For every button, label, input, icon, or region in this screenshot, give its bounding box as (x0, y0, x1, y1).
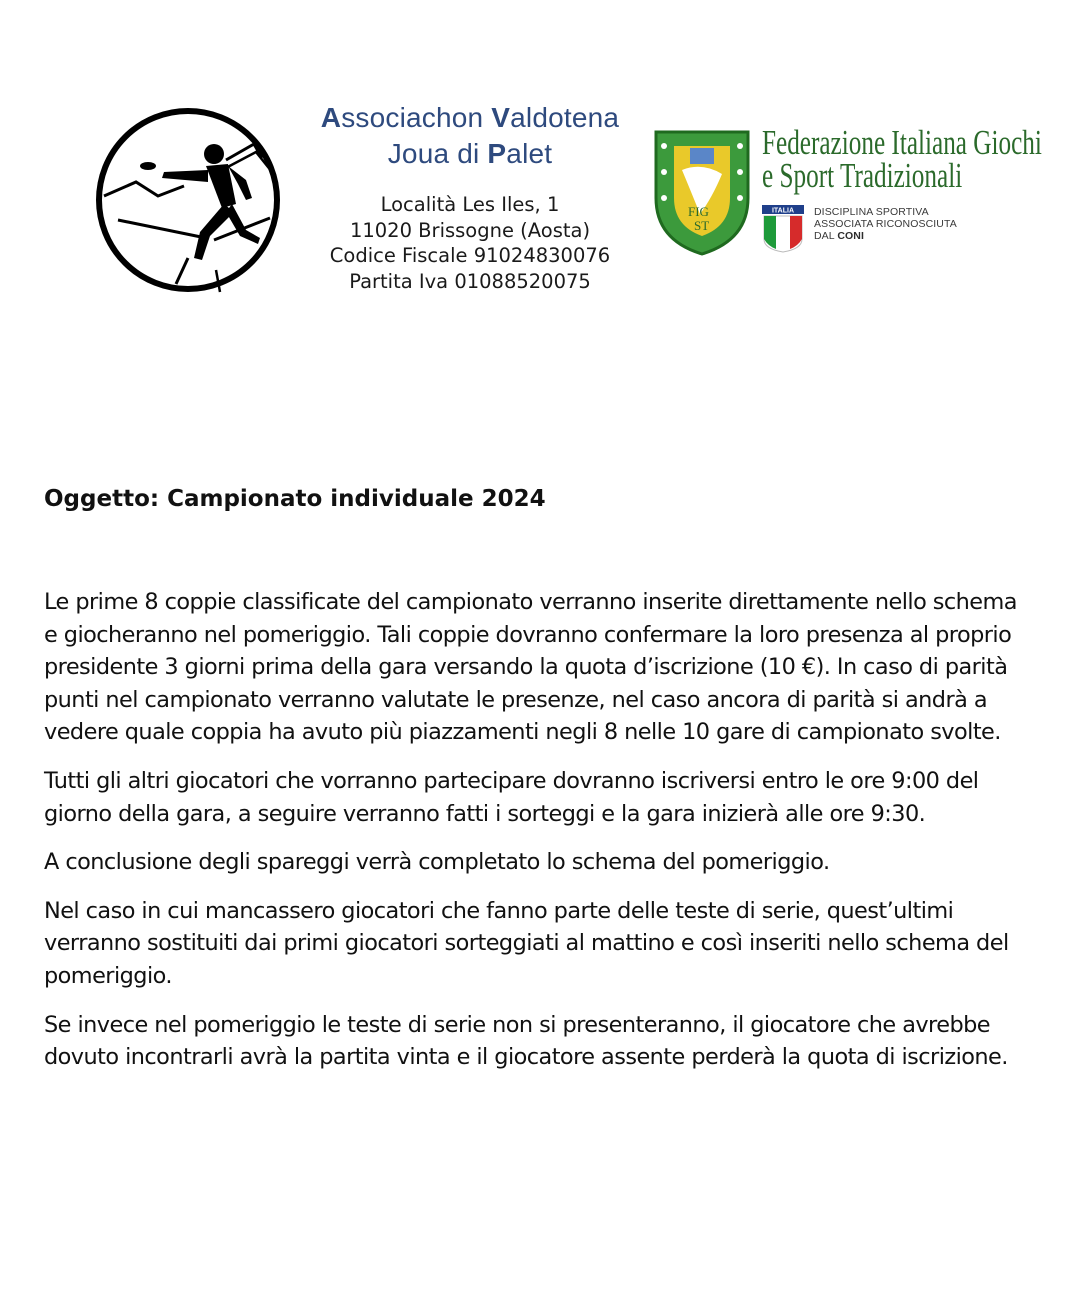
address-line: 11020 Brissogne (Aosta) (349, 218, 591, 242)
paragraph-1: Le prime 8 coppie classificate del campionato verranno inserite direttamente nello schema e giocheranno nel pomeriggio. Tali coppie dovranno confermare la loro presenza al proprio presidente 3 giorni prima della gara versando la quota d’iscrizione (10 €). In caso di parità punti nel campionato verranno valutate le presenze, nel caso ancora di parità si andrà a vedere quale coppia ha avuto più piazzamenti negli 8 nelle 10 gare di campionato svolte. (44, 589, 1017, 746)
association-address (300, 192, 640, 294)
address-line: Località Les Iles, 1 (380, 193, 560, 216)
paragraph-5: Se invece nel pomeriggio le teste di serie non si presenteranno, il giocatore che avrebbe dovuto incontrarli avrà la partita vinta e il giocatore assente perderà la quota di iscrizione. (44, 1011, 1008, 1071)
association-block (300, 100, 640, 294)
fiscal-code-line: Codice Fiscale 91024830076 (329, 244, 611, 267)
svg-text:FIG: FIG (688, 204, 709, 219)
svg-text:ST: ST (694, 218, 710, 233)
paragraph-2: Tutti gli altri giocatori che vorranno partecipare dovranno iscriversi entro le ore 9:00 del giorno della gara, a seguire verranno fatti i sorteggi e la gara inizierà alle ore 9:30. (44, 767, 979, 827)
figest-shield-icon (652, 128, 752, 256)
federation-subtitle: DISCIPLINA SPORTIVA ASSOCIATA RICONOSCIUTA DAL CONI (814, 206, 957, 242)
document-body (44, 586, 1064, 1090)
document-subject: Oggetto: Campionato individuale 2024 (44, 486, 546, 512)
paragraph-4: Nel caso in cui mancassero giocatori che fanno parte delle teste di serie, quest’ultimi verranno sostituiti dai primi giocatori sorteggiati al mattino e così inseriti nello schema del pomeriggio. (44, 897, 1009, 989)
svg-text:ITALIA: ITALIA (771, 207, 795, 215)
italia-flag-icon (762, 205, 804, 253)
association-name-line2: Joua di Palet (387, 138, 553, 169)
federation-title: Federazione Italiana Giochi e Sport Tradizionali (762, 123, 1042, 195)
vat-line: Partita Iva 01088520075 (349, 269, 591, 293)
paragraph-3: A conclusione degli spareggi verrà completato lo schema del pomeriggio. (44, 849, 830, 876)
association-name-line1: Associachon Valdotena (320, 102, 620, 133)
palet-player-logo (96, 100, 296, 300)
